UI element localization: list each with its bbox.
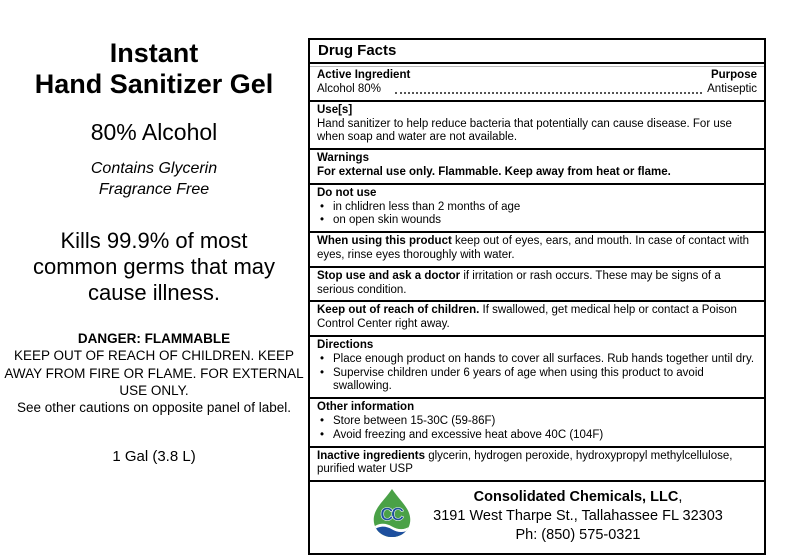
company-logo-droplet-icon bbox=[370, 488, 414, 538]
alcohol-percentage: 80% Alcohol bbox=[90, 119, 218, 146]
other-information-section bbox=[310, 397, 764, 445]
bullet-icon: • bbox=[320, 200, 325, 213]
active-ingredient-purpose: Antiseptic bbox=[707, 83, 757, 96]
do-not-use-title: Do not use bbox=[317, 186, 377, 199]
dotted-leader bbox=[395, 92, 702, 94]
bullet-icon: • bbox=[320, 414, 325, 427]
directions-bullet-2 bbox=[317, 367, 757, 395]
do-not-use-bullet-2 bbox=[317, 214, 757, 228]
directions-title: Directions bbox=[317, 339, 374, 351]
stop-use-section bbox=[310, 266, 764, 301]
product-title bbox=[0, 38, 308, 100]
company-name bbox=[400, 488, 756, 507]
active-ingredient-header bbox=[317, 69, 757, 83]
bullet-icon: • bbox=[320, 428, 325, 441]
purpose-label: Purpose bbox=[710, 69, 757, 82]
active-ingredient-label: Active Ingredient bbox=[317, 69, 411, 82]
danger-body: KEEP OUT OF REACH OF CHILDREN. KEEP AWAY FROM FIRE OR FLAME. FOR EXTERNAL USE ONLY. bbox=[4, 348, 304, 398]
when-using-text: keep out of eyes, ears, and mouth. In case of contact with eyes, rinse eyes thoroughly with water. bbox=[317, 235, 750, 262]
do-not-use-bullet-2-text: on open skin wounds bbox=[333, 214, 442, 227]
logo-cc-text: CC bbox=[380, 503, 402, 525]
other-info-bullet-1-text: Store between 15-30C (59-86F) bbox=[333, 414, 496, 427]
other-info-bullet-1 bbox=[317, 415, 757, 429]
do-not-use-bullet-1 bbox=[317, 201, 757, 215]
inactive-ingredients-text: glycerin, hydrogen peroxide, hydroxypropyl methylcellulose, purified water USP bbox=[317, 449, 733, 476]
stop-use-text: if irritation or rash occurs. These may be signs of a serious condition. bbox=[317, 269, 721, 296]
product-title-line1: Instant bbox=[109, 38, 199, 68]
when-using-section bbox=[310, 231, 764, 266]
active-ingredient-section bbox=[310, 62, 764, 100]
keep-out-text: If swallowed, get medical help or contact a Poison Control Center right away. bbox=[317, 304, 737, 331]
uses-body: Hand sanitizer to help reduce bacteria that potentially can cause disease. For use when soap and water are not available. bbox=[317, 117, 732, 144]
front-label-panel bbox=[0, 0, 308, 509]
drug-facts-title: Drug Facts bbox=[318, 42, 397, 59]
bullet-icon: • bbox=[320, 352, 325, 365]
active-ingredient-row bbox=[317, 83, 757, 97]
inactive-ingredients-section bbox=[310, 446, 764, 481]
drug-facts-panel bbox=[308, 38, 766, 555]
do-not-use-bullet-1-text: in chlidren less than 2 months of age bbox=[333, 200, 521, 213]
other-information-title: Other information bbox=[317, 401, 415, 414]
company-name-text: Consolidated Chemicals, LLC bbox=[473, 489, 679, 506]
directions-bullet-1 bbox=[317, 353, 757, 367]
warnings-title: Warnings bbox=[317, 152, 369, 165]
when-using-lead: When using this product bbox=[317, 235, 452, 248]
danger-heading: DANGER: FLAMMABLE bbox=[77, 330, 231, 346]
other-info-bullet-2 bbox=[317, 429, 757, 443]
net-contents: 1 Gal (3.8 L) bbox=[112, 448, 196, 466]
company-address: 3191 West Tharpe St., Tallahassee FL 32303 bbox=[433, 508, 723, 525]
keep-out-of-reach-section bbox=[310, 300, 764, 335]
manufacturer-footer bbox=[310, 480, 764, 552]
product-title-line2: Hand Sanitizer Gel bbox=[34, 69, 274, 100]
directions-bullet-2-text: Supervise children under 6 years of age when using this product to avoid swallowing. bbox=[333, 366, 704, 393]
warnings-section bbox=[310, 148, 764, 183]
company-name-comma: , bbox=[678, 489, 683, 506]
company-phone: Ph: (850) 575-0321 bbox=[515, 527, 641, 544]
uses-section bbox=[310, 100, 764, 148]
warnings-body: For external use only. Flammable. Keep away from heat or flame. bbox=[317, 166, 671, 179]
contains-line2: Fragrance Free bbox=[98, 180, 210, 198]
see-other-cautions: See other cautions on opposite panel of label. bbox=[17, 400, 291, 416]
directions-section bbox=[310, 335, 764, 397]
active-ingredient-name: Alcohol 80% bbox=[317, 83, 381, 96]
bullet-icon: • bbox=[320, 214, 325, 227]
uses-title: Use[s] bbox=[317, 103, 353, 116]
contains-note bbox=[0, 159, 308, 201]
keep-out-lead: Keep out of reach of children. bbox=[317, 304, 480, 317]
bullet-icon: • bbox=[320, 366, 325, 379]
hairline-divider bbox=[310, 66, 764, 67]
contains-line1: Contains Glycerin bbox=[90, 160, 218, 178]
inactive-ingredients-lead: Inactive ingredients bbox=[317, 449, 426, 462]
germ-kill-claim: Kills 99.9% of most common germs that may cause illness. bbox=[32, 227, 276, 305]
stop-use-lead: Stop use and ask a doctor bbox=[317, 269, 461, 282]
directions-bullet-1-text: Place enough product on hands to cover all surfaces. Rub hands together until dry. bbox=[333, 352, 755, 365]
do-not-use-section bbox=[310, 183, 764, 231]
other-info-bullet-2-text: Avoid freezing and excessive heat above 40C (104F) bbox=[333, 428, 604, 441]
